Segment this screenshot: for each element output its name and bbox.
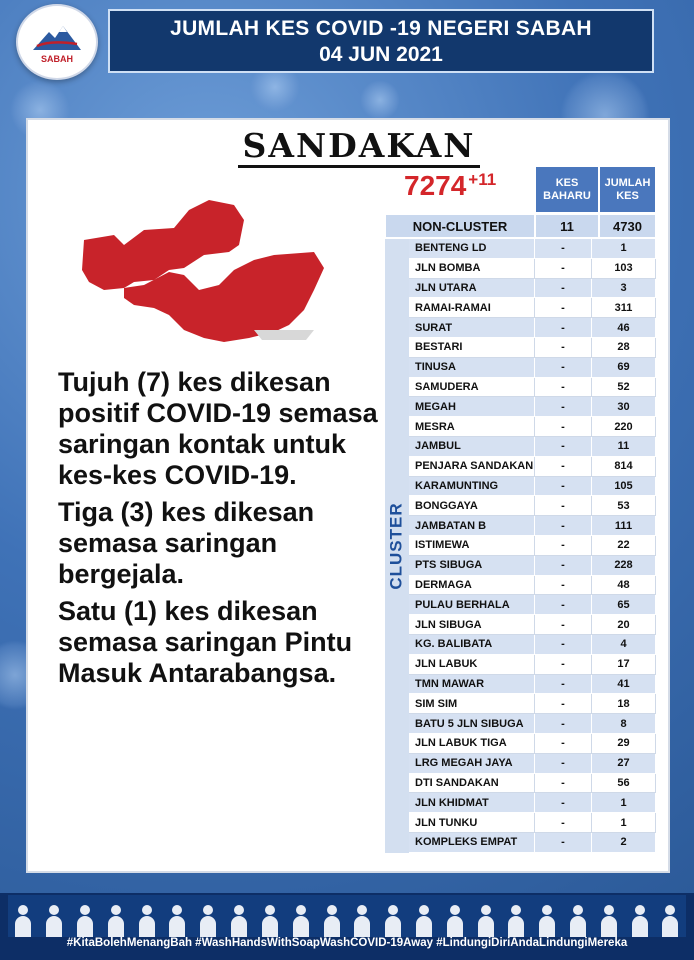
person-icon (478, 903, 494, 937)
table-row (409, 279, 656, 299)
cluster-total-cases: 311 (592, 298, 656, 318)
table-row (409, 477, 656, 497)
report-date: 04 JUN 2021 (319, 43, 443, 66)
cluster-name: BATU 5 JLN SIBUGA (409, 714, 535, 734)
person-icon (46, 903, 62, 937)
cluster-new-cases: - (535, 675, 592, 695)
person-icon (416, 903, 432, 937)
cluster-name: BONGGAYA (409, 496, 535, 516)
person-icon (539, 903, 555, 937)
cluster-new-cases: - (535, 516, 592, 536)
person-icon (324, 903, 340, 937)
non-cluster-total: 4730 (599, 214, 656, 238)
cluster-new-cases: - (535, 556, 592, 576)
page-header (108, 9, 654, 73)
cluster-new-cases: - (535, 457, 592, 477)
cluster-name: DERMAGA (409, 576, 535, 596)
cluster-name: JAMBUL (409, 437, 535, 457)
table-row (409, 774, 656, 794)
cluster-total-cases: 56 (592, 774, 656, 794)
page-title: JUMLAH KES COVID -19 NEGERI SABAH (170, 17, 592, 40)
cluster-new-cases: - (535, 358, 592, 378)
cluster-total-cases: 105 (592, 477, 656, 497)
cluster-new-cases: - (535, 417, 592, 437)
column-header-total: JUMLAH KES (599, 166, 656, 213)
person-icon (77, 903, 93, 937)
table-row (409, 813, 656, 833)
cluster-total-cases: 18 (592, 694, 656, 714)
cluster-new-cases: - (535, 576, 592, 596)
person-icon (139, 903, 155, 937)
cluster-new-cases: - (535, 437, 592, 457)
cluster-new-cases: - (535, 833, 592, 853)
cluster-label: CLUSTER (387, 502, 406, 590)
table-row (409, 694, 656, 714)
cluster-new-cases: - (535, 793, 592, 813)
cluster-name: PTS SIBUGA (409, 556, 535, 576)
cluster-total-cases: 48 (592, 576, 656, 596)
sandakan-map (74, 190, 334, 350)
cluster-new-cases: - (535, 536, 592, 556)
cluster-name: MEGAH (409, 397, 535, 417)
cluster-new-cases: - (535, 774, 592, 794)
person-icon (601, 903, 617, 937)
cluster-new-cases: - (535, 694, 592, 714)
cluster-name: KOMPLEKS EMPAT (409, 833, 535, 853)
cluster-name: SAMUDERA (409, 378, 535, 398)
cluster-name: BENTENG LD (409, 239, 535, 259)
person-icon (385, 903, 401, 937)
column-header-new: KES BAHARU (535, 166, 599, 213)
virus-decoration (360, 80, 400, 120)
description-paragraph: Tiga (3) kes dikesan semasa saringan bergejala. (58, 497, 315, 589)
table-row (409, 338, 656, 358)
table-row (409, 417, 656, 437)
cluster-name: JLN KHIDMAT (409, 793, 535, 813)
description-paragraph: Satu (1) kes dikesan semasa saringan Pintu Masuk Antarabangsa. (58, 596, 353, 688)
person-icon (200, 903, 216, 937)
table-row (409, 239, 656, 259)
cluster-name: DTI SANDAKAN (409, 774, 535, 794)
table-row (409, 793, 656, 813)
cluster-total-cases: 2 (592, 833, 656, 853)
table-row (409, 576, 656, 596)
table-row (409, 635, 656, 655)
cluster-total-cases: 1 (592, 239, 656, 259)
cluster-new-cases: - (535, 813, 592, 833)
hashtags: #KitaBolehMenangBah #WashHandsWithSoapWashCOVID-19Away #LindungiDiriAndaLindungiMereka (66, 937, 628, 949)
table-row (409, 754, 656, 774)
frontliner-people-icons (8, 895, 686, 937)
cluster-total-cases: 28 (592, 338, 656, 358)
table-row (409, 318, 656, 338)
cluster-name: SURAT (409, 318, 535, 338)
table-row (409, 675, 656, 695)
person-icon (169, 903, 185, 937)
cluster-new-cases: - (535, 477, 592, 497)
person-icon (508, 903, 524, 937)
cluster-new-cases: - (535, 754, 592, 774)
table-row (409, 516, 656, 536)
cluster-new-cases: - (535, 635, 592, 655)
new-cases-value: +11 (468, 170, 497, 189)
cluster-total-cases: 53 (592, 496, 656, 516)
person-icon (231, 903, 247, 937)
cluster-total-cases: 814 (592, 457, 656, 477)
table-row (409, 833, 656, 853)
cluster-total-cases: 8 (592, 714, 656, 734)
person-icon (15, 903, 31, 937)
cluster-new-cases: - (535, 734, 592, 754)
cluster-new-cases: - (535, 615, 592, 635)
person-icon (293, 903, 309, 937)
cluster-total-cases: 1 (592, 793, 656, 813)
cluster-total-cases: 17 (592, 655, 656, 675)
table-row (409, 378, 656, 398)
mountain-icon (31, 20, 83, 58)
cluster-new-cases: - (535, 714, 592, 734)
total-cases-value: 7274 (404, 170, 467, 201)
cluster-new-cases: - (535, 239, 592, 259)
table-row (409, 496, 656, 516)
cluster-name: TMN MAWAR (409, 675, 535, 695)
table-row (409, 358, 656, 378)
person-icon (447, 903, 463, 937)
table-row (409, 595, 656, 615)
sabah-health-logo (16, 4, 98, 80)
cluster-name: SIM SIM (409, 694, 535, 714)
logo-text: SABAH (40, 54, 73, 64)
cluster-name: LRG MEGAH JAYA (409, 754, 535, 774)
table-row (409, 734, 656, 754)
cluster-total-cases: 103 (592, 259, 656, 279)
cluster-total-cases: 29 (592, 734, 656, 754)
person-icon (108, 903, 124, 937)
cluster-name: JLN TUNKU (409, 813, 535, 833)
cluster-name: TINUSA (409, 358, 535, 378)
cluster-total-cases: 220 (592, 417, 656, 437)
cluster-total-cases: 30 (592, 397, 656, 417)
non-cluster-new: 11 (535, 214, 599, 238)
cluster-total-cases: 11 (592, 437, 656, 457)
cluster-new-cases: - (535, 655, 592, 675)
cluster-total-cases: 69 (592, 358, 656, 378)
cluster-name: JLN UTARA (409, 279, 535, 299)
cluster-table (409, 239, 656, 853)
cluster-total-cases: 228 (592, 556, 656, 576)
cluster-name: MESRA (409, 417, 535, 437)
cluster-total-cases: 41 (592, 675, 656, 695)
cluster-total-cases: 111 (592, 516, 656, 536)
cluster-total-cases: 4 (592, 635, 656, 655)
total-cases (404, 170, 496, 202)
table-row (409, 714, 656, 734)
table-row (409, 437, 656, 457)
cluster-name: JLN SIBUGA (409, 615, 535, 635)
cluster-name: KG. BALIBATA (409, 635, 535, 655)
cluster-name: JLN LABUK TIGA (409, 734, 535, 754)
table-row (409, 556, 656, 576)
case-description (58, 367, 398, 695)
cluster-new-cases: - (535, 298, 592, 318)
table-row (409, 655, 656, 675)
cluster-new-cases: - (535, 378, 592, 398)
cluster-total-cases: 46 (592, 318, 656, 338)
cluster-new-cases: - (535, 496, 592, 516)
cluster-name: JLN LABUK (409, 655, 535, 675)
cluster-total-cases: 3 (592, 279, 656, 299)
cluster-name: PENJARA SANDAKAN (409, 457, 535, 477)
cluster-new-cases: - (535, 259, 592, 279)
table-row (409, 536, 656, 556)
cluster-total-cases: 27 (592, 754, 656, 774)
cluster-name: ISTIMEWA (409, 536, 535, 556)
cluster-total-cases: 1 (592, 813, 656, 833)
cluster-name: KARAMUNTING (409, 477, 535, 497)
table-row (409, 298, 656, 318)
cluster-new-cases: - (535, 397, 592, 417)
cluster-label-cell (385, 239, 409, 853)
person-icon (354, 903, 370, 937)
cluster-total-cases: 20 (592, 615, 656, 635)
person-icon (570, 903, 586, 937)
cluster-name: RAMAI-RAMAI (409, 298, 535, 318)
cluster-new-cases: - (535, 595, 592, 615)
cluster-new-cases: - (535, 338, 592, 358)
person-icon (662, 903, 678, 937)
table-row (409, 397, 656, 417)
cluster-name: JAMBATAN B (409, 516, 535, 536)
table-row (409, 615, 656, 635)
district-title: SANDAKAN (238, 126, 480, 168)
table-row (409, 259, 656, 279)
cluster-total-cases: 52 (592, 378, 656, 398)
cluster-total-cases: 22 (592, 536, 656, 556)
non-cluster-row (385, 214, 656, 238)
table-row (409, 457, 656, 477)
person-icon (632, 903, 648, 937)
description-paragraph: Tujuh (7) kes dikesan positif COVID-19 semasa saringan kontak untuk kes-kes COVID-19. (58, 367, 378, 490)
cluster-name: BESTARI (409, 338, 535, 358)
cluster-total-cases: 65 (592, 595, 656, 615)
cluster-name: JLN BOMBA (409, 259, 535, 279)
cluster-name: PULAU BERHALA (409, 595, 535, 615)
cluster-new-cases: - (535, 318, 592, 338)
non-cluster-label: NON-CLUSTER (385, 214, 535, 238)
cluster-new-cases: - (535, 279, 592, 299)
person-icon (262, 903, 278, 937)
